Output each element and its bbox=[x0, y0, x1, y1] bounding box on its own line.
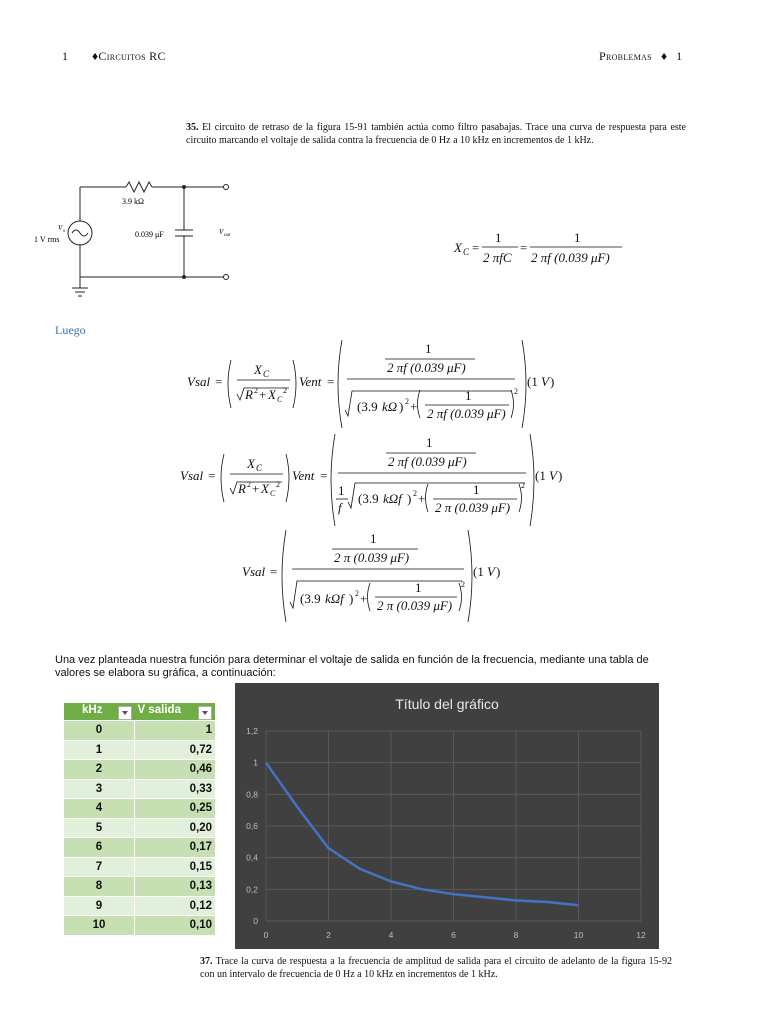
vsal-equation-3 bbox=[240, 528, 510, 622]
svg-text:X: X bbox=[247, 456, 255, 471]
source-value: 1 V rms bbox=[34, 235, 60, 244]
x-tick-label: 6 bbox=[451, 930, 456, 940]
cell-vsalida: 0,33 bbox=[135, 779, 216, 799]
cell-vsalida: 1 bbox=[135, 721, 216, 741]
problem-text: Trace la curva de respuesta a la frecuencia de amplitud de salida para el circuito de adelanto de la figura 15-92 con un intervalo de frecuencia de 0 Hz a 10 kHz en incrementos de 1 kHz. bbox=[200, 956, 672, 980]
y-tick-label: 1 bbox=[253, 757, 258, 768]
svg-text:C: C bbox=[270, 489, 276, 498]
svg-text:Vsal: Vsal bbox=[187, 374, 211, 389]
y-tick-label: 0,2 bbox=[246, 884, 258, 895]
svg-text:2: 2 bbox=[276, 480, 280, 489]
chart-background bbox=[235, 683, 659, 949]
cell-vsalida: 0,12 bbox=[135, 896, 216, 916]
svg-text:2: 2 bbox=[413, 489, 417, 498]
intro-paragraph: Una vez planteada nuestra función para determinar el voltaje de salida en función de la frecuencia, mediante una tabla de valores se elabora su gráfica, a continuación: bbox=[55, 654, 649, 679]
svg-text:2 πfC: 2 πfC bbox=[483, 250, 512, 265]
table-row bbox=[64, 779, 215, 799]
table-row bbox=[64, 877, 215, 897]
cell-khz: 5 bbox=[64, 818, 135, 838]
svg-text:+: + bbox=[252, 481, 260, 496]
svg-text:): ) bbox=[399, 399, 404, 414]
svg-text:kΩf: kΩf bbox=[325, 591, 344, 606]
svg-text:V: V bbox=[541, 374, 549, 389]
y-tick-label: 0,6 bbox=[246, 821, 258, 831]
svg-text:+: + bbox=[410, 399, 418, 414]
y-tick-label: 0,4 bbox=[246, 852, 258, 863]
x-tick-label: 0 bbox=[263, 930, 269, 940]
svg-text:1: 1 bbox=[415, 580, 422, 595]
svg-text:2: 2 bbox=[247, 480, 251, 489]
diamond-icon: ♦ bbox=[660, 49, 668, 63]
svg-text:X: X bbox=[454, 240, 462, 255]
svg-text:(3.9: (3.9 bbox=[357, 399, 378, 414]
svg-text:1: 1 bbox=[574, 230, 581, 245]
cell-khz: 6 bbox=[64, 838, 135, 858]
cell-khz: 7 bbox=[64, 857, 135, 877]
problem-35 bbox=[186, 121, 686, 147]
svg-text:Vent: Vent bbox=[299, 374, 322, 389]
table-row bbox=[64, 740, 215, 760]
cell-vsalida: 0,17 bbox=[135, 838, 216, 858]
cell-khz: 3 bbox=[64, 779, 135, 799]
header-right bbox=[599, 49, 682, 64]
page-number-right: 1 bbox=[676, 49, 683, 63]
svg-text:): ) bbox=[558, 468, 563, 483]
svg-text:=: = bbox=[472, 240, 480, 255]
svg-text:1: 1 bbox=[473, 482, 480, 497]
problem-text: El circuito de retraso de la figura 15-91 también actúa como filtro pasabajas. Trace una curva de respuesta para este circuito marcando el voltaje de salida contra la frecuencia de 0 Hz a 10 kHz en incrementos de 1 kHz. bbox=[186, 122, 686, 146]
svg-text:R: R bbox=[245, 387, 253, 402]
svg-text:2: 2 bbox=[405, 397, 409, 406]
cell-khz: 10 bbox=[64, 916, 135, 935]
svg-text:): ) bbox=[407, 491, 412, 506]
col-header-vsalida-label: V salida bbox=[137, 703, 181, 716]
svg-text:(3.9: (3.9 bbox=[300, 591, 321, 606]
header-right-title: Problemas bbox=[599, 49, 652, 63]
svg-text:(3.9: (3.9 bbox=[358, 491, 379, 506]
cell-khz: 9 bbox=[64, 896, 135, 916]
cell-khz: 4 bbox=[64, 799, 135, 819]
svg-text:1: 1 bbox=[370, 531, 377, 546]
output-subscript: out bbox=[224, 233, 231, 238]
svg-text:C: C bbox=[256, 463, 263, 473]
svg-text:2 πf (0.039 μF): 2 πf (0.039 μF) bbox=[531, 250, 610, 265]
svg-text:2: 2 bbox=[514, 387, 518, 396]
svg-text:): ) bbox=[349, 591, 354, 606]
table-row bbox=[64, 760, 215, 780]
svg-text:2 π (0.039 μF): 2 π (0.039 μF) bbox=[435, 500, 511, 515]
svg-text:2: 2 bbox=[461, 580, 465, 589]
x-tick-label: 8 bbox=[513, 930, 519, 940]
table-row bbox=[64, 838, 215, 858]
svg-text:(1: (1 bbox=[535, 468, 546, 483]
values-table bbox=[64, 703, 215, 935]
col-header-khz-label: kHz bbox=[82, 703, 103, 716]
capacitor-label: 0.039 μF bbox=[135, 230, 164, 239]
svg-text:V: V bbox=[487, 564, 495, 579]
svg-text:1: 1 bbox=[338, 483, 345, 498]
svg-text:2: 2 bbox=[355, 589, 359, 598]
cell-vsalida: 0,46 bbox=[135, 760, 216, 780]
y-tick-label: 1,2 bbox=[246, 726, 258, 736]
y-tick-label: 0 bbox=[253, 916, 258, 926]
luego-label: Luego bbox=[55, 323, 86, 337]
output-label: V bbox=[219, 228, 224, 236]
cell-khz: 8 bbox=[64, 877, 135, 897]
table-row bbox=[64, 818, 215, 838]
resistor-label: 3.9 kΩ bbox=[122, 197, 144, 206]
xc-formula bbox=[450, 226, 640, 270]
svg-text:V: V bbox=[549, 468, 557, 483]
svg-text:=: = bbox=[215, 374, 223, 389]
table-row bbox=[64, 857, 215, 877]
svg-text:+: + bbox=[418, 491, 426, 506]
filter-dropdown-icon[interactable] bbox=[198, 706, 212, 720]
vsal-equation-1 bbox=[185, 338, 560, 430]
svg-text:=: = bbox=[327, 374, 335, 389]
svg-text:C: C bbox=[263, 369, 270, 379]
svg-text:2 π (0.039 μF): 2 π (0.039 μF) bbox=[334, 550, 410, 565]
svg-text:Vsal: Vsal bbox=[180, 468, 204, 483]
problem-37 bbox=[200, 955, 672, 981]
svg-text:kΩ: kΩ bbox=[382, 399, 398, 414]
svg-text:X: X bbox=[268, 387, 276, 402]
filter-dropdown-icon[interactable] bbox=[118, 706, 132, 720]
svg-text:=: = bbox=[208, 468, 216, 483]
cell-vsalida: 0,72 bbox=[135, 740, 216, 760]
cell-khz: 1 bbox=[64, 740, 135, 760]
svg-text:C: C bbox=[277, 395, 283, 404]
problem-number: 37. bbox=[200, 956, 213, 967]
problem-number: 35. bbox=[186, 122, 199, 133]
x-tick-label: 12 bbox=[636, 930, 646, 940]
cell-vsalida: 0,20 bbox=[135, 818, 216, 838]
svg-text:1: 1 bbox=[425, 341, 432, 356]
svg-text:=: = bbox=[270, 564, 278, 579]
section-title: ♦Circuitos RC bbox=[92, 49, 166, 63]
svg-text:1: 1 bbox=[495, 230, 502, 245]
svg-text:(1: (1 bbox=[473, 564, 484, 579]
svg-text:Vent: Vent bbox=[292, 468, 315, 483]
svg-text:kΩf: kΩf bbox=[383, 491, 402, 506]
svg-text:C: C bbox=[463, 247, 470, 257]
svg-text:2 πf (0.039 μF): 2 πf (0.039 μF) bbox=[427, 406, 506, 421]
table-row bbox=[64, 896, 215, 916]
vsal-equation-2 bbox=[178, 432, 568, 527]
svg-text:1: 1 bbox=[465, 388, 472, 403]
col-header-vsalida[interactable] bbox=[135, 703, 216, 721]
svg-text:X: X bbox=[261, 481, 269, 496]
svg-text:2 π (0.039 μF): 2 π (0.039 μF) bbox=[377, 598, 453, 613]
cell-vsalida: 0,13 bbox=[135, 877, 216, 897]
svg-text:): ) bbox=[550, 374, 555, 389]
cell-khz: 0 bbox=[64, 721, 135, 741]
cell-vsalida: 0,25 bbox=[135, 799, 216, 819]
svg-text:2: 2 bbox=[254, 386, 258, 395]
cell-vsalida: 0,10 bbox=[135, 916, 216, 935]
rc-circuit-diagram bbox=[30, 176, 250, 306]
svg-text:=: = bbox=[320, 468, 328, 483]
x-tick-label: 4 bbox=[388, 930, 394, 940]
svg-text:2 πf (0.039 μF): 2 πf (0.039 μF) bbox=[388, 454, 467, 469]
page-number-left: 1 bbox=[62, 49, 68, 63]
source-subscript: s bbox=[63, 229, 65, 234]
svg-text:X: X bbox=[254, 362, 262, 377]
chart-title: Título del gráfico bbox=[395, 696, 499, 712]
svg-text:+: + bbox=[259, 387, 267, 402]
svg-text:Vsal: Vsal bbox=[242, 564, 266, 579]
y-tick-label: 0,8 bbox=[246, 789, 258, 800]
table-row bbox=[64, 799, 215, 819]
source-symbol: V bbox=[58, 224, 63, 232]
svg-text:2: 2 bbox=[521, 481, 525, 490]
svg-text:2 πf (0.039 μF): 2 πf (0.039 μF) bbox=[387, 360, 466, 375]
svg-text:=: = bbox=[520, 240, 528, 255]
cell-vsalida: 0,15 bbox=[135, 857, 216, 877]
table-row bbox=[64, 916, 215, 935]
svg-text:): ) bbox=[496, 564, 501, 579]
table-row bbox=[64, 721, 215, 741]
x-tick-label: 2 bbox=[326, 930, 331, 940]
table-header-row bbox=[64, 703, 215, 721]
svg-text:1: 1 bbox=[426, 435, 433, 450]
x-tick-label: 10 bbox=[573, 930, 584, 940]
svg-text:f: f bbox=[338, 500, 342, 515]
svg-text:2: 2 bbox=[283, 386, 287, 395]
svg-text:R: R bbox=[238, 481, 246, 496]
cell-khz: 2 bbox=[64, 760, 135, 780]
col-header-khz[interactable] bbox=[64, 703, 135, 721]
svg-text:+: + bbox=[360, 591, 368, 606]
response-chart bbox=[235, 683, 659, 949]
svg-text:(1: (1 bbox=[527, 374, 538, 389]
